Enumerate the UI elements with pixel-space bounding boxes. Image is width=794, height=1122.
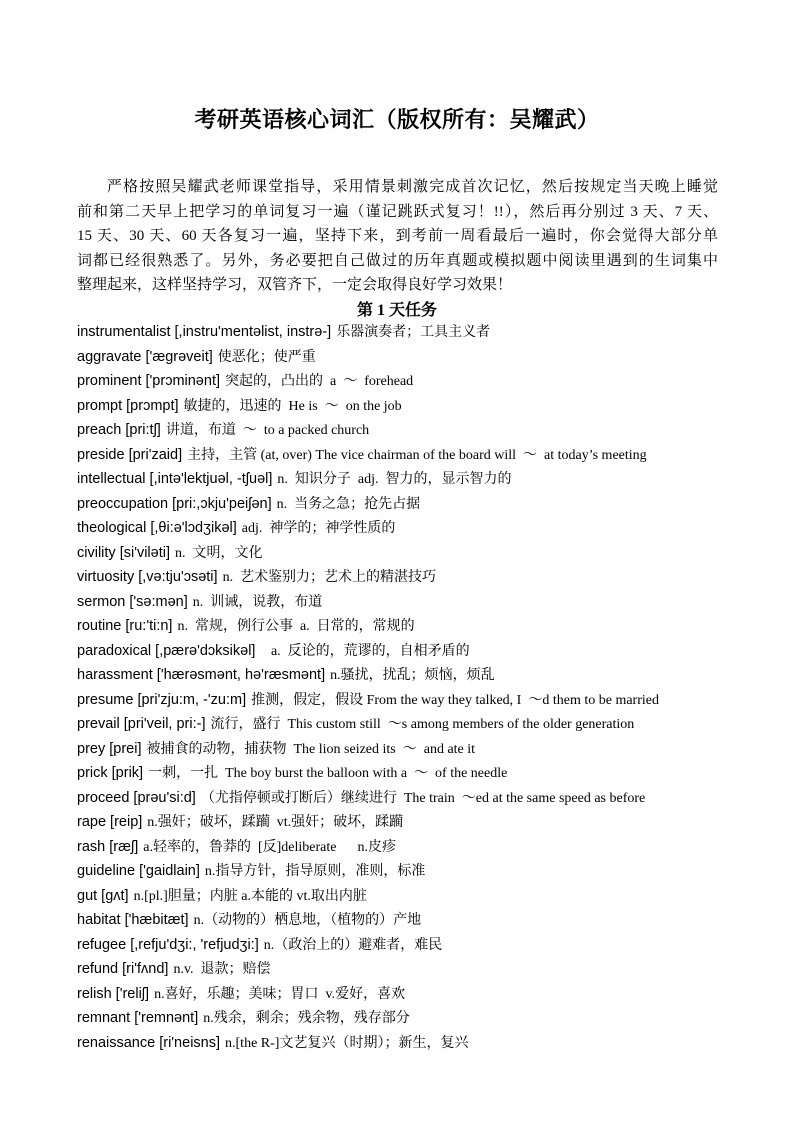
headword: rape [reip] (77, 814, 143, 830)
headword: prominent ['prɔminənt] (77, 373, 220, 389)
headword: harassment ['hærəsmənt, hə'ræsmənt] (77, 667, 326, 683)
definition: （尤指停顿或打断后）继续进行 The train ～ed at the same speed as before (200, 790, 646, 806)
headword: refugee [,refju'dʒi:, 'refjudʒi:] (77, 936, 259, 953)
vocabulary-entry (77, 516, 737, 541)
vocabulary-entry (77, 663, 737, 688)
definition: a.轻率的，鲁莽的 [反]deliberate n.皮疹 (143, 839, 396, 855)
headword: preoccupation [pri:,ɔkju'peiʃən] (77, 495, 272, 512)
vocabulary-entry (77, 541, 737, 566)
definition: 使恶化；使严重 (217, 349, 316, 365)
headword: aggravate ['æɡrəveit] (77, 348, 213, 365)
definition: n. 知识分子 adj. 智力的，显示智力的 (277, 472, 512, 487)
intro-paragraph (77, 175, 718, 298)
headword: preside [pri'zaid] (77, 446, 183, 463)
vocabulary-entry (77, 345, 737, 370)
definition: 流行，盛行 This custom still ～s among members of the older generation (210, 717, 635, 732)
headword: guideline ['ɡaidlain] (77, 863, 200, 879)
vocabulary-entry (77, 982, 737, 1007)
intro-line: 词都已经很熟悉了。另外，务必要把自己做过的历年真题或模拟题中阅读里遇到的生词集中 (77, 252, 718, 269)
vocabulary-entry (77, 810, 737, 835)
definition: n. 当务之急；抢先占据 (276, 496, 421, 512)
vocabulary-entry (77, 859, 737, 884)
document-title: 考研英语核心词汇（版权所有：吴耀武） (194, 107, 600, 132)
headword: renaissance [ri'neisns] (77, 1034, 221, 1051)
vocabulary-entry (77, 418, 737, 443)
headword: habitat ['hæbitæt] (77, 912, 189, 928)
headword: prick [prik] (77, 765, 144, 781)
definition: 突起的，凸出的 a ～ forehead (225, 374, 414, 389)
definition: 一刺，一扎 The boy burst the balloon with a ～ of the needle (148, 766, 508, 781)
headword: remnant ['remnənt] (77, 1010, 199, 1026)
headword: intellectual [,intə'lektjuəl, -tʃuəl] (77, 471, 273, 487)
headword: refund [ri'fʌnd] (77, 961, 169, 977)
definition: a. 反论的，荒谬的，自相矛盾的 (260, 643, 470, 659)
definition: n. 艺术鉴别力；艺术上的精湛技巧 (222, 570, 437, 585)
definition: adj. 神学的；神学性质的 (241, 521, 396, 536)
vocabulary-list (77, 320, 737, 1055)
headword: civility [si'viləti] (77, 544, 170, 561)
definition: n.v. 退款；赔偿 (173, 962, 271, 977)
headword: prey [prei] (77, 740, 142, 757)
definition: n.（政治上的）避难者，难民 (263, 937, 443, 953)
definition: n.强奸；破坏，蹂躏 vt.强奸；破坏，蹂躏 (147, 815, 404, 830)
vocabulary-entry (77, 1031, 737, 1056)
definition: n. 文明，文化 (175, 545, 263, 561)
vocabulary-entry (77, 835, 737, 860)
vocabulary-entry (77, 639, 737, 664)
definition: 主持，主管 (at, over) The vice chairman of the board will ～ at today’s meeting (187, 447, 647, 463)
intro-line: 严格按照吴耀武老师课堂指导，采用情景刺激完成首次记忆，然后按规定当天晚上睡觉 (107, 179, 718, 195)
headword: relish ['reliʃ] (77, 985, 150, 1002)
intro-line: 15 天、30 天、60 天各复习一遍，坚持下来，到考前一周看最后一遍时，你会觉得大部分单 (77, 228, 718, 244)
headword: sermon ['sə:mən] (77, 593, 188, 610)
definition: n.残余，剩余；残余物，残存部分 (203, 1011, 410, 1026)
definition: 敏捷的，迅速的 He is ～ on the job (183, 398, 402, 414)
vocabulary-entry (77, 737, 737, 762)
intro-line: 整理起来，这样坚持学习，双管齐下，一定会取得良好学习效果！ (77, 277, 513, 293)
headword: paradoxical [,pærə'dɔksikəl] (77, 642, 256, 659)
vocabulary-entry (77, 394, 737, 419)
headword: routine [ru:'ti:n] (77, 618, 173, 634)
definition: n.喜好，乐趣；美味；胃口 v.爱好，喜欢 (154, 986, 406, 1002)
vocabulary-entry (77, 957, 737, 982)
headword: theological [,θi:ə'lɔdʒikəl] (77, 520, 237, 536)
vocabulary-entry (77, 492, 737, 517)
headword: prompt [prɔmpt] (77, 397, 179, 414)
headword: proceed [prəu'si:d] (77, 789, 196, 806)
vocabulary-entry (77, 712, 737, 737)
vocabulary-entry (77, 590, 737, 615)
headword: preach [pri:tʃ] (77, 422, 161, 438)
vocabulary-entry (77, 884, 737, 909)
vocabulary-entry (77, 467, 737, 492)
vocabulary-entry (77, 933, 737, 958)
definition: n. 训诫，说教，布道 (192, 594, 323, 610)
definition: n.骚扰，扰乱；烦恼，烦乱 (330, 668, 495, 683)
definition: n.指导方针，指导原则，准则，标准 (204, 864, 426, 879)
intro-line: 前和第二天早上把学习的单词复习一遍（谨记跳跃式复习！!!），然后再分别过 3 天、7 天、 (77, 203, 718, 220)
vocabulary-entry (77, 786, 737, 811)
headword: instrumentalist [,instru'mentəlist, instrə-] (77, 324, 332, 340)
vocabulary-entry (77, 908, 737, 933)
definition: 推测，假定，假设 From the way they talked, I ～d them to be married (251, 692, 659, 708)
definition: n. 常规，例行公事 a. 日常的，常规的 (177, 619, 415, 634)
headword: prevail [pri'veil, pri:-] (77, 716, 206, 732)
vocabulary-entry (77, 688, 737, 713)
vocabulary-entry (77, 1006, 737, 1031)
definition: 讲道，布道 ～ to a packed church (165, 423, 370, 438)
vocabulary-entry (77, 443, 737, 468)
vocabulary-entry (77, 320, 737, 345)
headword: rash [ræʃ] (77, 838, 139, 855)
vocabulary-entry (77, 565, 737, 590)
headword: virtuosity [,və:tju'ɔsəti] (77, 569, 218, 585)
definition: n.[the R-]文艺复兴（时期）；新生，复兴 (225, 1035, 469, 1051)
vocabulary-entry (77, 369, 737, 394)
vocabulary-entry (77, 761, 737, 786)
definition: 被捕食的动物，捕获物 The lion seized its ～ and ate it (146, 741, 476, 757)
vocabulary-entry (77, 614, 737, 639)
definition: 乐器演奏者；工具主义者 (336, 325, 491, 340)
section-title: 第 1 天任务 (356, 302, 437, 319)
headword: presume [pri'zju:m, -'zu:m] (77, 691, 247, 708)
headword: gut [ɡʌt] (77, 887, 129, 904)
definition: n.[pl.]胆量；内脏 a.本能的 vt.取出内脏 (133, 888, 367, 904)
definition: n.（动物的）栖息地，（植物的）产地 (193, 913, 422, 928)
